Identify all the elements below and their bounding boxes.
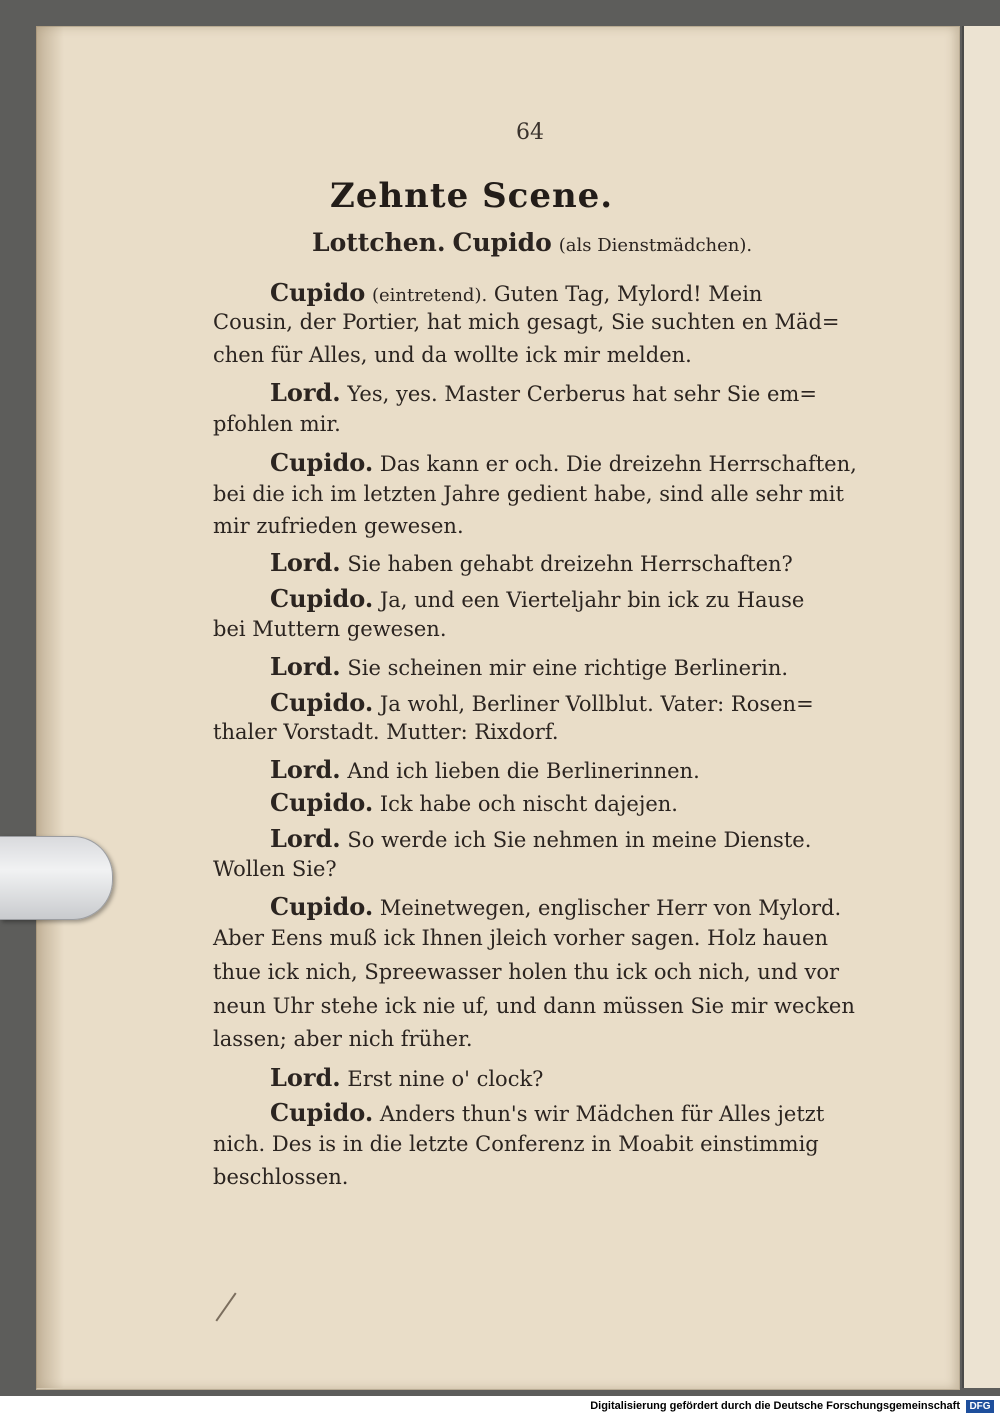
line-text: lassen; aber nich früher. — [213, 1027, 473, 1051]
line-text: mir zufrieden gewesen. — [213, 514, 464, 538]
footer-bar — [0, 1396, 1000, 1419]
character-cupido: Cupido — [452, 228, 552, 257]
dialogue-line — [270, 788, 678, 817]
line-text: Das kann er och. Die dreizehn Herrschaften, — [379, 452, 857, 476]
dialogue-line — [213, 960, 839, 984]
speaker-name: Cupido. — [270, 1098, 374, 1127]
dialogue-line — [213, 720, 559, 744]
dialogue-line — [213, 1027, 473, 1051]
line-text: Sie haben gehabt dreizehn Herrschaften? — [347, 552, 793, 576]
speaker-name: Cupido. — [270, 788, 374, 817]
scanner-clip — [0, 836, 113, 920]
character-list — [312, 228, 872, 257]
line-text: Anders thun's wir Mädchen für Alles jetzt — [379, 1102, 825, 1126]
line-text: neun Uhr stehe ick nie uf, und dann müssen Sie mir wecken — [213, 994, 855, 1018]
dialogue-line — [213, 994, 855, 1018]
dialogue-line — [213, 617, 447, 641]
speaker-name: Lord. — [270, 755, 341, 784]
speaker-name: Cupido — [270, 278, 366, 307]
speaker-name: Lord. — [270, 652, 341, 681]
dialogue-line — [270, 688, 814, 717]
line-text: bei die ich im letzten Jahre gedient habe, sind alle sehr mit — [213, 482, 844, 506]
page-number: 64 — [516, 120, 544, 145]
dialogue-line — [213, 1132, 819, 1156]
speaker-name: Lord. — [270, 378, 341, 407]
line-text: Cousin, der Portier, hat mich gesagt, Sie suchten en Mäd= — [213, 310, 840, 334]
line-text: So werde ich Sie nehmen in meine Dienste. — [347, 828, 812, 852]
stage-direction: (eintretend). — [371, 285, 488, 306]
dialogue-line — [213, 514, 464, 538]
dialogue-line — [213, 310, 840, 334]
line-text: And ich lieben die Berlinerinnen. — [347, 759, 700, 783]
line-text: Ick habe och nischt dajejen. — [379, 792, 678, 816]
dialogue-line — [270, 278, 762, 307]
dialogue-line — [213, 857, 337, 881]
dialogue-line — [270, 892, 841, 921]
line-text: Aber Eens muß ick Ihnen jleich vorher sagen. Holz hauen — [213, 926, 828, 950]
line-text: Meinetwegen, englischer Herr von Mylord. — [379, 896, 842, 920]
dfg-logo: DFG — [966, 1400, 994, 1413]
speaker-name: Lord. — [270, 824, 341, 853]
dialogue-line — [270, 548, 793, 577]
page-gutter-shadow — [36, 26, 64, 1388]
line-text: beschlossen. — [213, 1165, 349, 1189]
line-text: Ja, und een Vierteljahr bin ick zu Hause — [379, 588, 805, 612]
speaker-name: Lord. — [270, 1063, 341, 1092]
line-text: nich. Des is in die letzte Conferenz in Moabit einstimmig — [213, 1132, 819, 1156]
dialogue-line — [270, 755, 700, 784]
line-text: chen für Alles, und da wollte ick mir melden. — [213, 343, 692, 367]
line-text: bei Muttern gewesen. — [213, 617, 447, 641]
character-lottchen: Lottchen. — [312, 228, 446, 257]
line-text: Wollen Sie? — [213, 857, 337, 881]
footer-funding-note: Digitalisierung gefördert durch die Deutsche Forschungsgemeinschaft — [590, 1400, 960, 1412]
dialogue-line — [270, 378, 817, 407]
dialogue-line — [270, 584, 804, 613]
scene-title: Zehnte Scene. — [330, 176, 614, 216]
dialogue-line — [270, 1063, 543, 1092]
speaker-name: Cupido. — [270, 584, 374, 613]
character-note: (als Dienstmädchen). — [558, 235, 753, 256]
line-text: thaler Vorstadt. Mutter: Rixdorf. — [213, 720, 559, 744]
line-text: Guten Tag, Mylord! Mein — [493, 282, 763, 306]
line-text: pfohlen mir. — [213, 412, 341, 436]
line-text: Yes, yes. Master Cerberus hat sehr Sie em= — [347, 382, 817, 406]
line-text: Ja wohl, Berliner Vollblut. Vater: Rosen= — [379, 692, 814, 716]
line-text: Sie scheinen mir eine richtige Berlinerin. — [347, 656, 789, 680]
speaker-name: Lord. — [270, 548, 341, 577]
dialogue-line — [213, 1165, 348, 1189]
dialogue-line — [213, 482, 844, 506]
speaker-name: Cupido. — [270, 448, 374, 477]
line-text: Erst nine o' clock? — [347, 1067, 544, 1091]
dialogue-line — [270, 448, 857, 477]
line-text: thue ick nich, Spreewasser holen thu ick och nich, und vor — [213, 960, 840, 984]
speaker-name: Cupido. — [270, 688, 374, 717]
facing-page-edge — [962, 26, 1000, 1388]
dialogue-line — [270, 1098, 824, 1127]
speaker-name: Cupido. — [270, 892, 374, 921]
dialogue-line — [270, 824, 811, 853]
dialogue-line — [213, 412, 341, 436]
dialogue-line — [213, 343, 692, 367]
dialogue-line — [270, 652, 788, 681]
dialogue-line — [213, 926, 828, 950]
